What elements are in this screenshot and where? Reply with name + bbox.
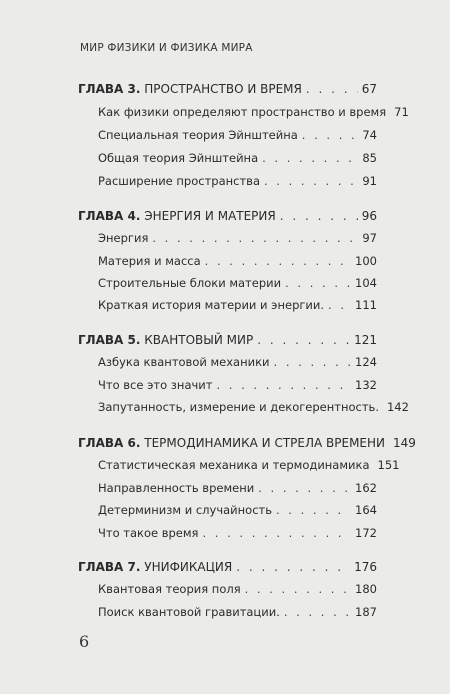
leader-dots (245, 582, 351, 596)
entry-title: Расширение пространства (98, 174, 260, 188)
page-number: 100 (355, 254, 377, 268)
toc-entry (98, 503, 377, 517)
page-number: 142 (386, 400, 409, 414)
toc-chapter-4 (78, 209, 377, 223)
page-number: 176 (354, 560, 377, 574)
toc-entry (98, 458, 400, 472)
leader-dots (257, 333, 350, 347)
page-number: 67 (361, 82, 377, 96)
toc-entry (98, 105, 409, 119)
page-number: 121 (354, 333, 377, 347)
page-number: 91 (362, 174, 377, 188)
chapter-number: ГЛАВА 7. (78, 560, 141, 574)
toc-chapter-6 (78, 436, 416, 450)
toc-entry (98, 481, 377, 495)
toc-entry (98, 276, 377, 290)
leader-dots (262, 151, 358, 165)
page-number: 124 (355, 355, 377, 369)
leader-dots (274, 355, 352, 369)
page-number: 85 (362, 151, 377, 165)
entry-title: Статистическая механика и термодинамика (98, 458, 370, 472)
toc-entry (98, 298, 377, 312)
entry-title: Направленность времени (98, 481, 255, 495)
toc-entry (98, 128, 377, 142)
entry-title: Квантовая теория поля (98, 582, 241, 596)
toc-entry (98, 526, 377, 540)
page-number: 111 (355, 298, 377, 312)
page-number: 164 (355, 503, 377, 517)
leader-dots (306, 82, 358, 96)
leader-dots (280, 209, 358, 223)
toc-entry (98, 605, 377, 619)
page-number: 151 (377, 458, 400, 472)
toc-entry (98, 378, 377, 392)
leader-dots (152, 231, 358, 245)
entry-title: Общая теория Эйнштейна (98, 151, 259, 165)
chapter-title: КВАНТОВЫЙ МИР (144, 333, 254, 347)
page-folio: 6 (79, 632, 90, 651)
chapter-number: ГЛАВА 4. (78, 209, 141, 223)
entry-title: Как физики определяют пространство и время (98, 105, 387, 119)
chapter-title: ТЕРМОДИНАМИКА И СТРЕЛА ВРЕМЕНИ (144, 436, 386, 450)
entry-title: Запутанность, измерение и декогерентность. (98, 400, 379, 414)
leader-dots (328, 298, 351, 312)
toc-entry (98, 582, 377, 596)
leader-dots (276, 503, 351, 517)
entry-title: Детерминизм и случайность (98, 503, 272, 517)
toc-entry (98, 355, 377, 369)
entry-title: Поиск квантовой гравитации. (98, 605, 280, 619)
page-number: 172 (355, 526, 377, 540)
page-number: 132 (355, 378, 377, 392)
toc-entry (98, 231, 377, 245)
toc-chapter-3 (78, 82, 377, 96)
leader-dots (202, 526, 351, 540)
toc-entry (98, 174, 377, 188)
toc-chapter-5 (78, 333, 377, 347)
toc-entry (98, 151, 377, 165)
leader-dots (285, 276, 351, 290)
chapter-number: ГЛАВА 5. (78, 333, 141, 347)
toc-entry (98, 254, 377, 268)
entry-title: Строительные блоки материи (98, 276, 282, 290)
leader-dots (236, 560, 350, 574)
leader-dots (284, 605, 351, 619)
page-number: 71 (394, 105, 409, 119)
page-number: 149 (393, 436, 416, 450)
page-number: 187 (355, 605, 377, 619)
chapter-title: ЭНЕРГИЯ И МАТЕРИЯ (144, 209, 276, 223)
entry-title: Что такое время (98, 526, 199, 540)
entry-title: Материя и масса (98, 254, 201, 268)
leader-dots (216, 378, 351, 392)
chapter-title: УНИФИКАЦИЯ (144, 560, 233, 574)
entry-title: Что все это значит (98, 378, 213, 392)
entry-title: Краткая история материи и энергии. (98, 298, 325, 312)
page-number: 104 (355, 276, 377, 290)
entry-title: Специальная теория Эйнштейна (98, 128, 298, 142)
toc-entry (98, 400, 409, 414)
toc-chapter-7 (78, 560, 377, 574)
chapter-number: ГЛАВА 3. (78, 82, 141, 96)
chapter-number: ГЛАВА 6. (78, 436, 141, 450)
page-number: 97 (362, 231, 377, 245)
leader-dots (302, 128, 359, 142)
entry-title: Азбука квантовой механики (98, 355, 270, 369)
chapter-title: ПРОСТРАНСТВО И ВРЕМЯ (144, 82, 302, 96)
page-number: 96 (361, 209, 377, 223)
leader-dots (258, 481, 351, 495)
page-number: 180 (355, 582, 377, 596)
page-number: 74 (362, 128, 377, 142)
running-head: МИР ФИЗИКИ И ФИЗИКА МИРА (80, 42, 253, 54)
entry-title: Энергия (98, 231, 149, 245)
leader-dots (205, 254, 351, 268)
leader-dots (264, 174, 358, 188)
page-number: 162 (355, 481, 377, 495)
